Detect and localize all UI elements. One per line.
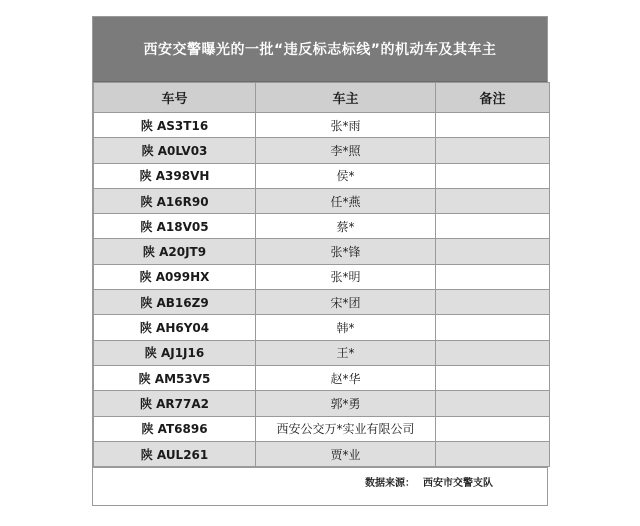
table-row [94,290,550,315]
table-row [94,315,550,340]
table-row [94,416,550,441]
owner-cell: 张*雨 [256,113,436,138]
owner-cell: 韩* [256,315,436,340]
plate-cell: 陕 AB16Z9 [94,290,256,315]
owner-cell: 郭*勇 [256,391,436,416]
plate-cell: 陕 AS3T16 [94,113,256,138]
plate-cell: 陕 AUL261 [94,441,256,466]
owner-cell: 贾*业 [256,441,436,466]
owner-cell: 宋*团 [256,290,436,315]
plate-cell: 陕 AM53V5 [94,365,256,390]
note-cell [436,315,550,340]
note-cell [436,113,550,138]
plate-cell: 陕 A099HX [94,264,256,289]
owner-cell: 王* [256,340,436,365]
note-cell [436,214,550,239]
note-cell [436,340,550,365]
owner-cell: 赵*华 [256,365,436,390]
owner-cell: 侯* [256,163,436,188]
violations-table [93,82,550,467]
owner-cell: 蔡* [256,214,436,239]
owner-cell: 张*明 [256,264,436,289]
table-row [94,340,550,365]
note-cell [436,239,550,264]
owner-cell: 张*锋 [256,239,436,264]
note-cell [436,365,550,390]
note-cell [436,441,550,466]
note-cell [436,264,550,289]
note-cell [436,138,550,163]
header-row [94,83,550,113]
plate-cell: 陕 A0LV03 [94,138,256,163]
plate-cell: 陕 AR77A2 [94,391,256,416]
table-row [94,264,550,289]
table-row [94,188,550,213]
plate-cell: 陕 A18V05 [94,214,256,239]
data-source-label: 数据来源： [365,477,415,489]
table-row [94,365,550,390]
header-note: 备注 [436,83,550,113]
table-row [94,138,550,163]
table-row [94,163,550,188]
plate-cell: 陕 AJ1J16 [94,340,256,365]
plate-cell: 陕 A398VH [94,163,256,188]
table-row [94,391,550,416]
table-row [94,239,550,264]
plate-cell: 陕 A16R90 [94,188,256,213]
data-source-footer [93,467,547,494]
vehicle-owner-table-sheet [92,16,548,506]
owner-cell: 李*照 [256,138,436,163]
note-cell [436,163,550,188]
table-row [94,441,550,466]
owner-cell: 西安公交万*实业有限公司 [256,416,436,441]
plate-cell: 陕 AH6Y04 [94,315,256,340]
table-row [94,113,550,138]
table-title: 西安交警曝光的一批“违反标志标线”的机动车及其车主 [93,17,547,82]
note-cell [436,290,550,315]
note-cell [436,416,550,441]
note-cell [436,391,550,416]
owner-cell: 任*燕 [256,188,436,213]
plate-cell: 陕 A20JT9 [94,239,256,264]
note-cell [436,188,550,213]
header-owner: 车主 [256,83,436,113]
header-plate: 车号 [94,83,256,113]
table-row [94,214,550,239]
data-source-value: 西安市交警支队 [423,477,493,489]
plate-cell: 陕 AT6896 [94,416,256,441]
